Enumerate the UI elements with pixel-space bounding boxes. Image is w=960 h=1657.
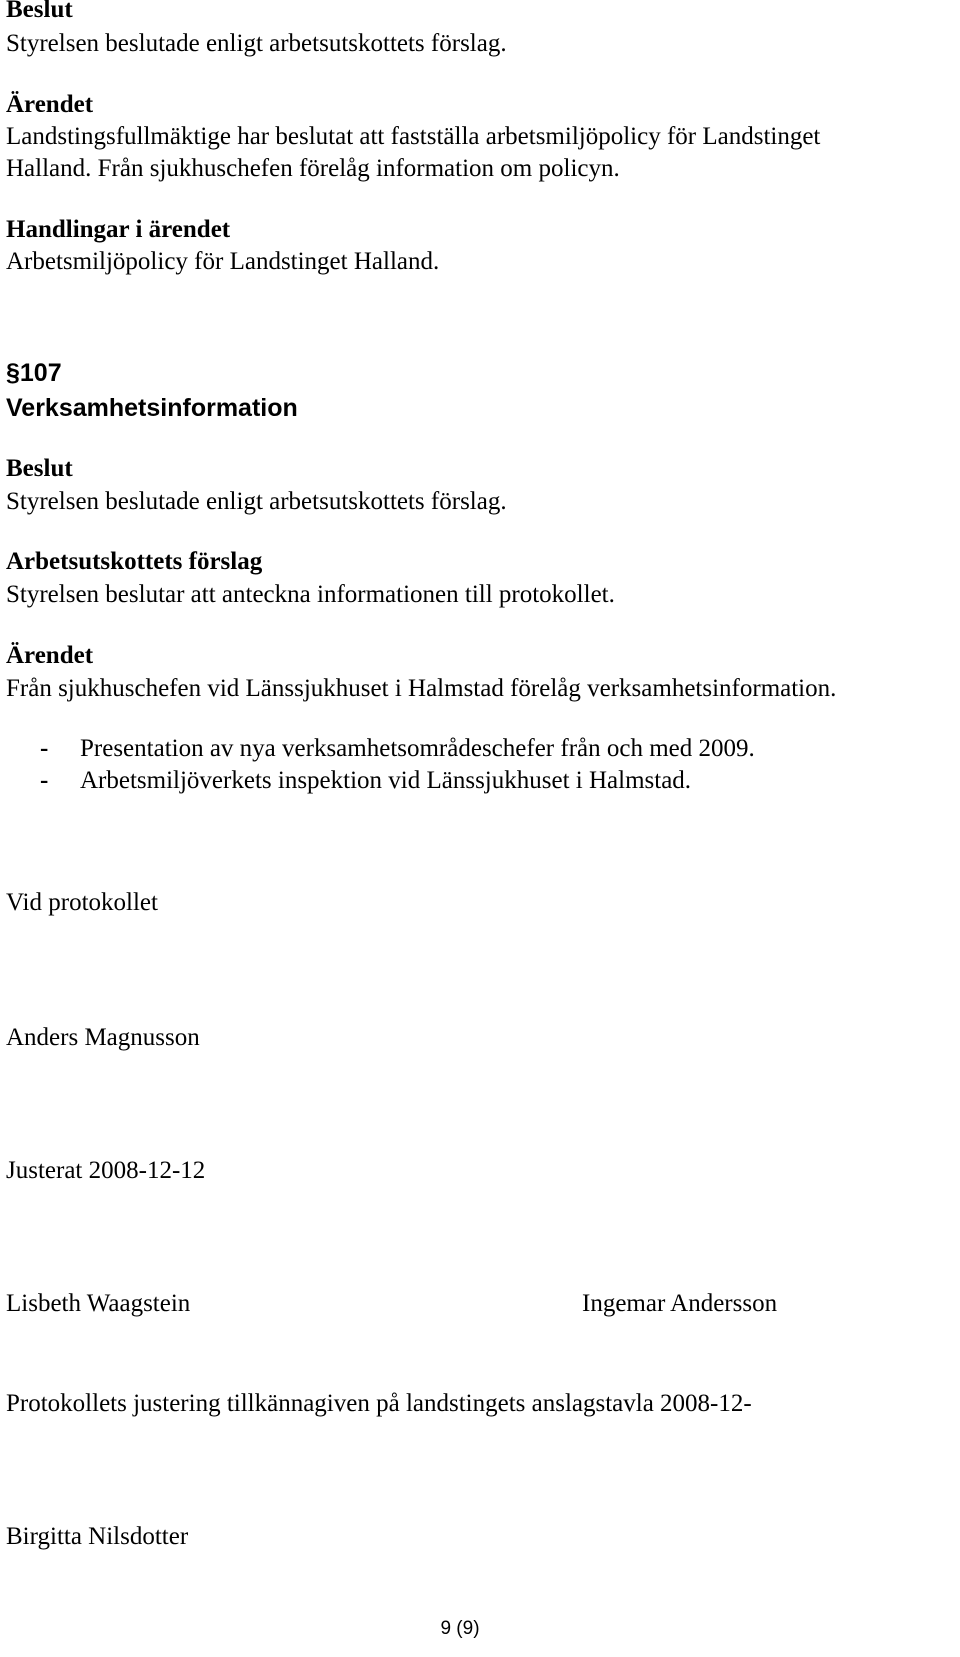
list-item: [40, 733, 755, 765]
minutes-label: Vid protokollet: [6, 889, 158, 916]
list-item-text: Presentation av nya verksamhetsområdeschefer från och med 2009.: [80, 735, 755, 762]
page-number: 9 (9): [440, 1618, 480, 1639]
announcement-text: Protokollets justering tillkännagiven på landstingets anslagstavla 2008-12-: [6, 1390, 752, 1417]
section-number: §107: [6, 359, 62, 387]
matter-text-line-1: Landstingsfullmäktige har beslutat att fastställa arbetsmiljöpolicy för Landstinget: [6, 123, 821, 150]
list-item-text: Arbetsmiljöverkets inspektion vid Länssjukhuset i Halmstad.: [80, 767, 692, 794]
section-matter-heading: Ärendet: [6, 642, 94, 669]
matter-heading: Ärendet: [6, 91, 94, 118]
proposal-text: Styrelsen beslutar att anteckna informationen till protokollet.: [6, 581, 615, 608]
adjuster-name-1: Lisbeth Waagstein: [6, 1290, 191, 1317]
decision-text: Styrelsen beslutade enligt arbetsutskottets förslag.: [6, 30, 507, 57]
adjusted-date: Justerat 2008-12-12: [6, 1157, 206, 1184]
documents-text: Arbetsmiljöpolicy för Landstinget Halland.: [6, 248, 440, 275]
list-bullet-dash: -: [40, 735, 49, 762]
list-bullet-dash: -: [40, 767, 49, 794]
documents-heading: Handlingar i ärendet: [6, 216, 231, 243]
section-decision-text: Styrelsen beslutade enligt arbetsutskottets förslag.: [6, 488, 507, 515]
section-decision-heading: Beslut: [6, 455, 73, 482]
proposal-heading: Arbetsutskottets förslag: [6, 548, 263, 575]
decision-heading: Beslut: [6, 0, 73, 23]
secretary-name: Anders Magnusson: [6, 1024, 200, 1051]
adjuster-name-2: Ingemar Andersson: [582, 1290, 778, 1317]
list-item: [40, 765, 691, 797]
section-matter-text: Från sjukhuschefen vid Länssjukhuset i Halmstad förelåg verksamhetsinformation.: [6, 675, 837, 702]
matter-text-line-2: Halland. Från sjukhuschefen förelåg information om policyn.: [6, 155, 620, 182]
announcer-name: Birgitta Nilsdotter: [6, 1523, 189, 1550]
section-title: Verksamhetsinformation: [6, 394, 298, 422]
